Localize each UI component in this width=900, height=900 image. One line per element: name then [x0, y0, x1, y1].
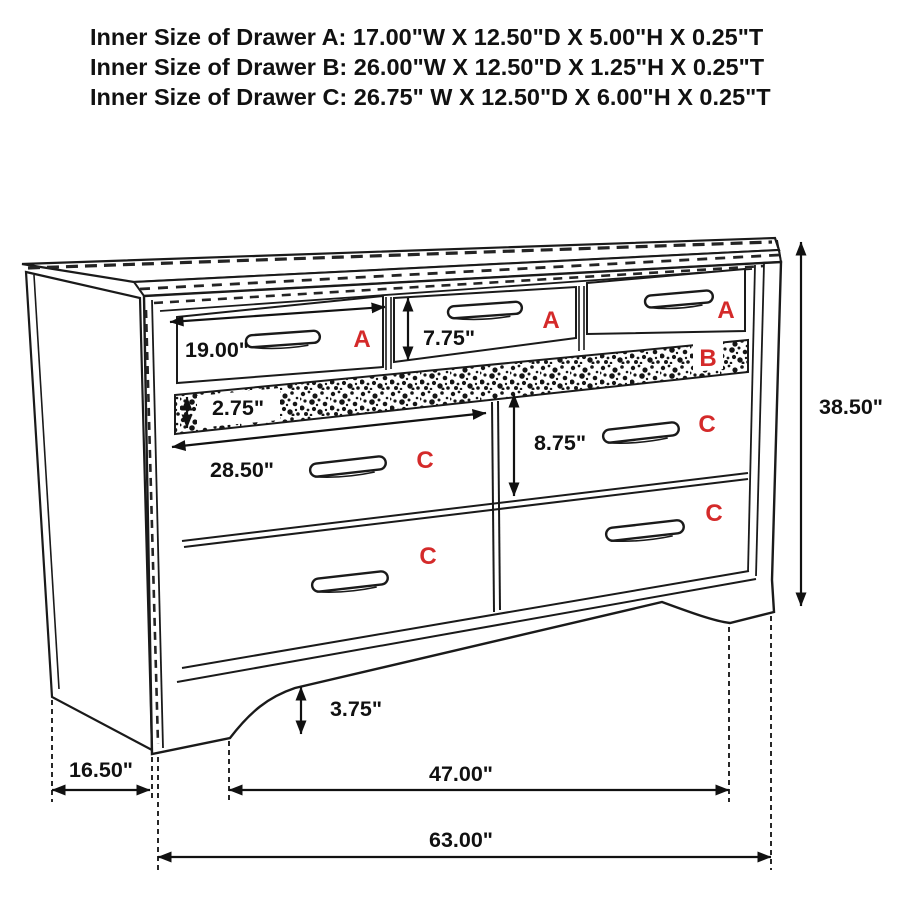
drawer-a1-label: A [353, 326, 371, 353]
dim-overall-height-label: 38.50" [819, 395, 883, 419]
dim-drawer-c-width-label: 28.50" [210, 458, 274, 482]
drawer-b-label: B [699, 345, 717, 372]
drawer-a2-label: A [542, 307, 560, 334]
dim-overall-depth-label: 16.50" [69, 758, 133, 782]
header-line-drawer-c: Inner Size of Drawer C: 26.75" W X 12.50"D X 6.00"H X 0.25"T [90, 84, 771, 110]
side-panel [26, 272, 152, 750]
header-line-drawer-b: Inner Size of Drawer B: 26.00"W X 12.50"D X 1.25"H X 0.25"T [90, 54, 765, 80]
drawer-c-bottom-right-label: C [705, 500, 723, 527]
dim-overall-width-label: 63.00" [429, 828, 493, 852]
dim-drawer-c-height-label: 8.75" [533, 431, 587, 455]
header-line-drawer-a: Inner Size of Drawer A: 17.00"W X 12.50"D X 5.00"H X 0.25"T [90, 24, 764, 50]
dim-drawer-a-height-label: 7.75" [422, 326, 476, 350]
drawer-c-top-left-label: C [416, 447, 434, 474]
dim-feet-span-label: 47.00" [429, 762, 493, 786]
dim-drawer-b-height-label: 2.75" [211, 396, 265, 420]
header-text-block [90, 24, 771, 110]
dim-foot-clearance-label: 3.75" [329, 697, 383, 721]
drawer-c-top-right-label: C [698, 411, 716, 438]
drawer-a3-label: A [717, 297, 735, 324]
dim-drawer-a-width-label: 19.00" [185, 338, 249, 362]
dresser-drawing [22, 238, 781, 754]
drawer-c-bottom-left-label: C [419, 543, 437, 570]
